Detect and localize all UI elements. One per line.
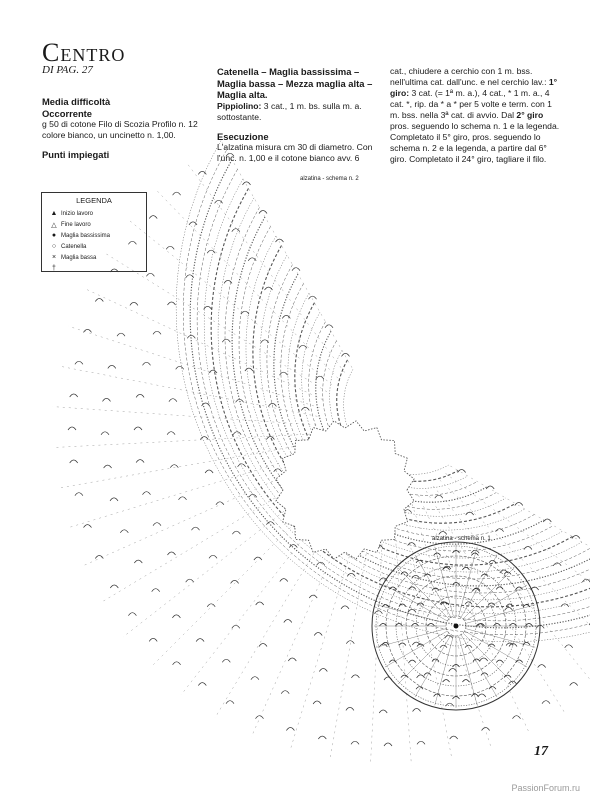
execution-heading: Esecuzione <box>217 130 269 142</box>
instructions-column <box>217 66 379 164</box>
schema-1-caption: alzatina - schema n. 1 <box>432 536 491 542</box>
difficulty-label: Media difficoltà <box>42 96 111 107</box>
picot-text: 3 cat., 1 m. bs. sulla m. a. sottostante. <box>217 100 362 122</box>
legend-box <box>41 192 147 272</box>
schema-2-caption: alzatina - schema n. 2 <box>300 176 359 182</box>
legend-item <box>47 241 141 252</box>
legend-title: LEGENDA <box>76 196 112 205</box>
materials-text: g 50 di cotone Filo di Scozia Profilo n. 12 colore bianco, un uncinetto n. 1,00. <box>42 119 198 140</box>
legend-label: Maglia bassissima <box>61 232 111 239</box>
slip-stitch-icon: ● <box>51 232 57 239</box>
double-crochet-icon: † <box>52 265 56 272</box>
picot-label: Pippiolino: <box>217 100 262 111</box>
legend-label: Fine lavoro <box>61 221 91 228</box>
round1-label: 1° giro: <box>390 77 558 98</box>
materials-heading: Occorrente <box>42 107 93 119</box>
chain-icon: ○ <box>51 243 57 250</box>
legend-item <box>47 252 141 263</box>
end-symbol-icon: △ <box>51 221 57 229</box>
schema-1-diagram <box>372 542 540 710</box>
start-symbol-icon: ▲ <box>50 210 58 217</box>
legend-label: Maglia bassa <box>61 254 97 261</box>
legend-item <box>47 263 141 274</box>
stitches-heading: Punti impiegati <box>42 149 110 160</box>
execution-text: L'alzatina misura cm 30 di diametro. Con l'unc. n. 1,00 e il cotone bianco avv. 6 <box>217 142 373 163</box>
rounds-text-b: 3 cat. (= 1ª m. a.), 4 cat., * 1 m. a., 4 cat. *, rip. da * a * per 5 volte e term. con 1 m. bss. nella 3ª cat. di avvio. Dal <box>390 88 552 120</box>
rounds-text-a: cat., chiudere a cerchio con 1 m. bss. nell'ultima cat. dall'unc. e nel cerchio lav.: <box>390 66 549 87</box>
rounds-text-c: pros. seguendo lo schema n. 1 e la legenda. Completato il 5° giro, pros. seguendo lo schema n. 2 e la legenda, a partire dal 6° giro. Completato il 24° giro, tagliare il filo. <box>390 121 560 164</box>
instructions-continued <box>390 66 560 165</box>
legend-label: Catenella <box>61 243 87 250</box>
picot-definition <box>217 101 379 123</box>
rounds-text <box>390 66 560 165</box>
single-crochet-icon: × <box>51 254 57 261</box>
page-reference: DI PAG. 27 <box>42 64 93 76</box>
materials-column <box>42 96 210 161</box>
legend-item <box>47 208 141 219</box>
round2-label: 2° giro <box>516 110 544 120</box>
legend-label: Inizio lavoro <box>61 210 94 217</box>
legend-item <box>47 230 141 241</box>
page-number: 17 <box>534 744 548 759</box>
page-title: Centro <box>42 38 126 67</box>
watermark: PassionForum.ru <box>511 783 580 793</box>
stitches-list: Catenella – Maglia bassissima – Maglia bassa – Mezza maglia alta – Maglia alta. <box>217 66 373 100</box>
legend-item <box>47 219 141 230</box>
